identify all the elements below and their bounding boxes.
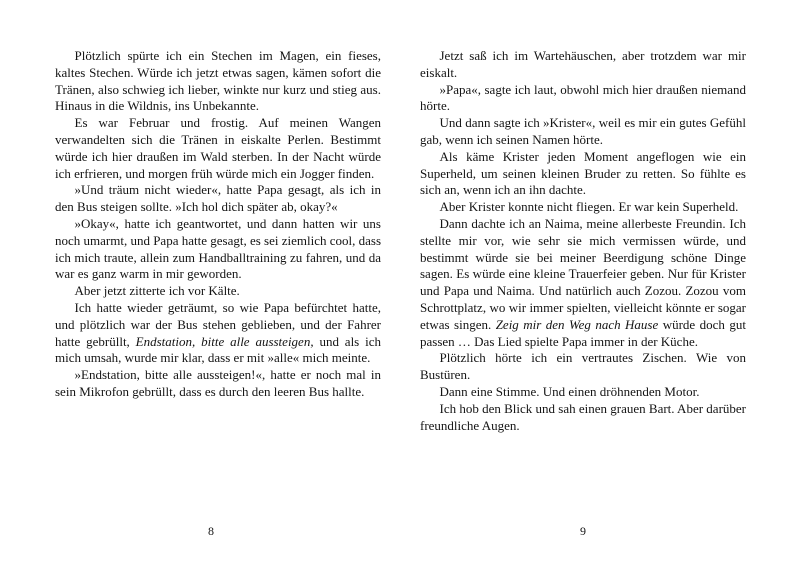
text-segment: Jetzt saß ich im Wartehäuschen, aber trotzdem war mir eiskalt.: [420, 48, 746, 80]
paragraph: [55, 115, 381, 182]
text-segment: Und dann sagte ich »Krister«, weil es mir ein gutes Gefühl gab, wenn ich seinen Namen hörte.: [420, 115, 746, 147]
paragraph: [55, 283, 381, 300]
text-segment: Ich hob den Blick und sah einen grauen Bart. Aber darüber freundliche Augen.: [420, 400, 746, 433]
text-segment: Aber jetzt zitterte ich vor Kälte.: [74, 283, 240, 299]
page-number-left: 8: [208, 524, 214, 538]
page-right-text: [420, 48, 746, 434]
paragraph: [420, 216, 746, 350]
paragraph: [55, 48, 381, 115]
text-segment: Ich hatte wieder geträumt, so wie Papa befürchtet hatte, und plötzlich war der Bus stehen geblieben, und der Fahrer hatte gebrüllt,: [55, 299, 381, 349]
paragraph: [420, 48, 746, 82]
text-segment: würde doch gut passen … Das Lied spielte Papa immer in der Küche.: [420, 316, 746, 349]
paragraph: [420, 401, 746, 435]
text-segment: Plötzlich hörte ich ein vertrautes Zischen. Wie von Bustüren.: [420, 350, 746, 383]
paragraph: [420, 82, 746, 116]
text-segment: »Und träum nicht wieder«, hatte Papa gesagt, als ich in den Bus steigen sollte. »Ich hol dich später ab, okay?«: [55, 182, 381, 215]
page-left-text: [55, 48, 381, 401]
italic-text-segment: Endstation, bitte alle aussteigen,: [135, 333, 314, 349]
paragraph: [55, 182, 381, 216]
italic-text-segment: Zeig mir den Weg nach Hause: [495, 316, 659, 332]
paragraph: [420, 115, 746, 149]
text-segment: Dann dachte ich an Naima, meine allerbeste Freundin. Ich stellte mir vor, wie sehr sie mich vermissen würde, und bestimmt würde sie bei meiner Beerdigung schöne Dinge sagen. Es würde eine kleine Trauerfeier geben. Nur für Krister und Papa und Naima. Und natürlich auch Zozou. Zozou vom Schrottplatz, wo wir immer spielten, vielleicht könnte er sogar etwas singen.: [420, 215, 746, 332]
text-segment: Plötzlich spürte ich ein Stechen im Magen, ein fieses, kaltes Stechen. Würde ich jetzt etwas sagen, kämen sofort die Tränen, also schwieg ich lieber, winkte nur kurz und stieg aus. Hinaus in die Wildnis, ins Unbekannte.: [55, 48, 381, 114]
page-number-right: 9: [580, 524, 586, 538]
paragraph: [55, 216, 381, 283]
text-segment: Es war Februar und frostig. Auf meinen Wangen verwandelten sich die Tränen in eiskalte Perlen. Bestimmt würde ich hier draußen im Wald sterben. In der Nacht würde ich erfrieren, und morgen früh würde mich ein Jogger finden.: [55, 115, 381, 181]
text-segment: Als käme Krister jeden Moment angeflogen wie ein Superheld, um seinen kleinen Bruder zu retten. So fühlte es sich an, wenn ich an ihn dachte.: [420, 148, 746, 198]
paragraph: [55, 367, 381, 401]
text-segment: und als ich mich umsah, wurde mir klar, dass er mit »alle« mich meinte.: [55, 333, 381, 366]
paragraph: [420, 384, 746, 401]
text-segment: Aber Krister konnte nicht fliegen. Er war kein Superheld.: [439, 199, 739, 215]
text-segment: Dann eine Stimme. Und einen dröhnenden Motor.: [439, 383, 700, 399]
paragraph: [420, 199, 746, 216]
page-right: [400, 0, 800, 566]
text-segment: »Endstation, bitte alle aussteigen!«, hatte er noch mal in sein Mikrofon gebrüllt, dass es durch den leeren Bus hallte.: [55, 367, 381, 399]
paragraph: [420, 350, 746, 384]
text-segment: »Okay«, hatte ich geantwortet, und dann hatten wir uns noch umarmt, und Papa hatte gesagt, es sei ziemlich cool, dass ich mich traute, allein zum Handballtraining zu fahren, und da war es ganz warm in mir geworden.: [55, 215, 381, 282]
paragraph: [420, 149, 746, 199]
text-segment: »Papa«, sagte ich laut, obwohl mich hier draußen niemand hörte.: [420, 81, 746, 114]
paragraph: [55, 300, 381, 367]
